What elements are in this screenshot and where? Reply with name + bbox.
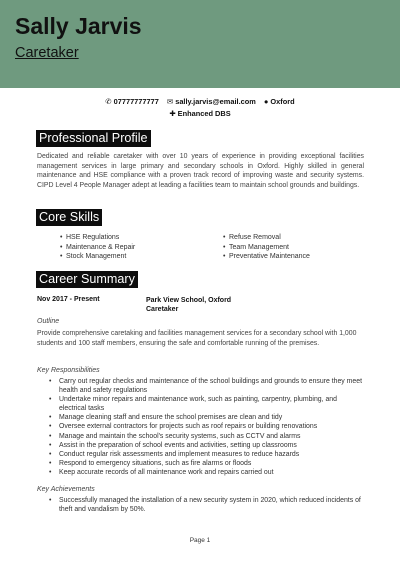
skill-item: • Maintenance & Repair [60,243,210,253]
dbs-row [0,109,400,118]
header-band [0,0,400,88]
contact-details [0,97,400,106]
skill-item: • Refuse Removal [223,233,373,243]
job-title: Caretaker [15,45,79,61]
job-dates: Nov 2017 - Present [37,296,100,303]
skill-item: • HSE Regulations [60,233,210,243]
dbs-item [169,109,230,118]
profile-text: Dedicated and reliable caretaker with over 10 years of experience in providing exceptional facilities management services in large primary and secondary schools in Oxford. Highly skilled in general maintenance and HSE compliance with a proven track record of improving waste and security systems. CIPD Level 4 People Manager adept at leading a facilities team to maintain school grounds and buildings. [37,153,364,189]
skill-item: • Stock Management [60,252,210,262]
email-address[interactable]: sally.jarvis@email.com [175,97,256,106]
list-item: • Conduct regular risk assessments and implement measures to reduce hazards [47,450,365,459]
list-item: • Assist in the preparation of school events and activities, setting up classrooms [47,441,365,450]
responsibilities-list [47,377,365,477]
achievements-label: Key Achievements [37,486,95,493]
phone-number: 07777777777 [113,97,159,106]
career-heading: Career Summary [36,271,138,288]
list-item: • Keep accurate records of all maintenance work and repairs carried out [47,468,365,477]
achievements-list [47,496,365,514]
job-employer-block [146,296,231,315]
page-number: Page 1 [189,537,211,544]
location: Oxford [270,97,295,106]
outline-label: Outline [37,318,60,325]
skills-column-2 [223,233,373,262]
list-item: • Respond to emergency situations, such as fire alarms or floods [47,459,365,468]
location-item [264,97,295,106]
skill-item: • Preventative Maintenance [223,252,373,262]
globe-icon: ● [263,97,269,106]
list-item: • Manage cleaning staff and ensure the school premises are clean and tidy [47,413,365,422]
phone-item [105,97,159,106]
list-item: • Oversee external contractors for projects such as roof repairs or building renovations [47,422,365,431]
list-item: • Undertake minor repairs and maintenance work, such as painting, carpentry, plumbing, and electrical tasks [47,395,365,413]
list-item: • Carry out regular checks and maintenance of the school buildings and grounds to ensure they meet health and safety regulations [47,377,365,395]
job-position: Caretaker [146,306,179,314]
responsibilities-label: Key Responsibilities [37,367,100,374]
plus-icon: ✚ [169,109,176,118]
skills-heading: Core Skills [36,209,102,226]
dbs-status: Enhanced DBS [177,109,231,118]
phone-icon: ✆ [105,97,112,106]
email-item[interactable] [167,97,256,106]
outline-text: Provide comprehensive caretaking and facilities management services for a secondary school with 1,000 students and 100 staff members, ensuring the safe and comfortable running of the premises. [37,330,357,347]
list-item: • Successfully managed the installation of a new security system in 2020, which reduced incidents of theft and vandalism by 50%. [47,496,365,514]
skill-item: • Team Management [223,243,373,253]
job-employer: Park View School, Oxford [146,297,232,304]
candidate-name: Sally Jarvis [15,13,142,39]
list-item: • Manage and maintain the school's security systems, such as CCTV and alarms [47,432,365,441]
skills-column-1 [60,233,210,262]
envelope-icon: ✉ [166,97,174,106]
profile-heading: Professional Profile [36,130,151,147]
